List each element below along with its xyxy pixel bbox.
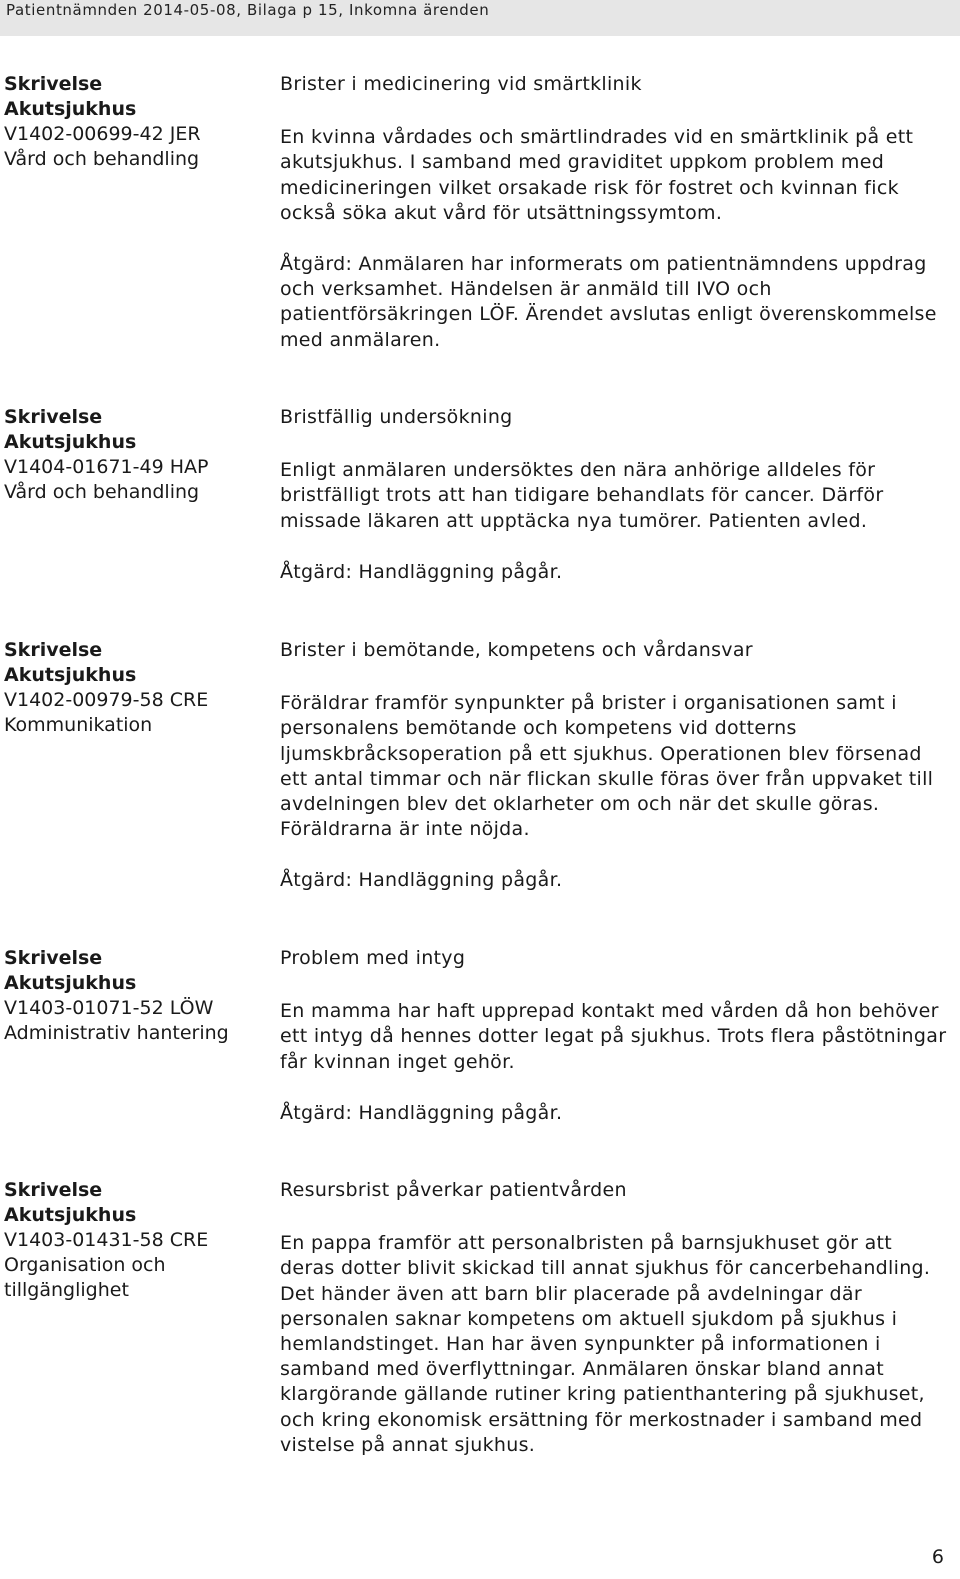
case-title: Bristfällig undersökning (280, 406, 513, 428)
case-description: En mamma har haft upprepad kontakt med vården då hon behöver ett intyg då hennes dotter legat på sjukhus. Trots flera påstötningar får kvinnan inget gehör. (280, 1000, 947, 1073)
case-type: Skrivelse (4, 1179, 103, 1201)
case-meta (4, 405, 269, 505)
case-meta (4, 72, 269, 172)
case-title: Brister i bemötande, kompetens och vårdansvar (280, 639, 753, 661)
case-id: V1403-01431-58 CRE (4, 1229, 209, 1251)
case-unit: Akutsjukhus (4, 1204, 137, 1226)
case-category: Administrativ hantering (4, 1022, 229, 1044)
case-action: Åtgärd: Handläggning pågår. (280, 869, 563, 892)
case-description: En pappa framför att personalbristen på barnsjukhuset gör att deras dotter blivit skickad till annat sjukhus för cancerbehandling. Det händer även att barn blir placerade på avdelningar där personalen saknar kompetens om aktuell sjukdom på sjukhus i hemlandstinget. Han har även synpunkter på informationen i samband med överflyttningar. Anmälaren önskar bland annat klargörande gällande rutiner kring patienthantering på sjukhuset, och kring ekonomisk ersättning för merkostnader i samband med vistelse på annat sjukhus. (280, 1232, 931, 1456)
case-type: Skrivelse (4, 406, 103, 428)
case-category: Organisation och tillgänglighet (4, 1254, 166, 1301)
case-body (280, 405, 950, 585)
case-action: Åtgärd: Handläggning pågår. (280, 560, 563, 583)
case-id: V1402-00699-42 JER (4, 123, 201, 145)
case-unit: Akutsjukhus (4, 98, 137, 120)
case-id: V1404-01671-49 HAP (4, 456, 209, 478)
case-category: Vård och behandling (4, 481, 200, 503)
page-number: 6 (931, 1546, 944, 1568)
case-title: Problem med intyg (280, 947, 466, 969)
case-id: V1402-00979-58 CRE (4, 689, 209, 711)
case-description: Föräldrar framför synpunkter på brister i organisationen samt i personalens bemötande och kompetens vid dotterns ljumskbråcksoperation på ett sjukhus. Operationen blev försenad ett antal timmar och när flickan skulle föras över från uppvaket till avdelningen blev det oklarheter om och när det skulle göras. Föräldrarna är inte nöjda. (280, 692, 934, 841)
page-header-text: Patientnämnden 2014-05-08, Bilaga p 15, Inkomna ärenden (6, 1, 490, 19)
case-description: En kvinna vårdades och smärtlindrades vid en smärtklinik på ett akutsjukhus. I samband med graviditet uppkom problem med medicineringen vilket orsakade risk för fostret och kvinnan fick också söka akut vård för utsättningssymtom. (280, 126, 914, 224)
case-type: Skrivelse (4, 947, 103, 969)
case-meta (4, 638, 269, 738)
case-id: V1403-01071-52 LÖW (4, 997, 214, 1019)
page-header (0, 0, 960, 36)
case-body (280, 72, 950, 353)
case-body (280, 1178, 950, 1458)
case-meta (4, 946, 269, 1046)
case-unit: Akutsjukhus (4, 431, 137, 453)
case-body (280, 638, 950, 894)
case-title: Resursbrist påverkar patientvården (280, 1179, 627, 1201)
case-body (280, 946, 950, 1126)
case-unit: Akutsjukhus (4, 664, 137, 686)
case-category: Kommunikation (4, 714, 153, 736)
case-category: Vård och behandling (4, 148, 200, 170)
case-action: Åtgärd: Anmälaren har informerats om patientnämndens uppdrag och verksamhet. Händelsen är anmäld till IVO och patientförsäkringen LÖF. Ärendet avslutas enligt överenskommelse med anmälaren. (280, 253, 937, 351)
case-meta (4, 1178, 269, 1303)
case-type: Skrivelse (4, 73, 103, 95)
case-title: Brister i medicinering vid smärtklinik (280, 73, 642, 95)
case-action: Åtgärd: Handläggning pågår. (280, 1101, 563, 1124)
case-type: Skrivelse (4, 639, 103, 661)
case-unit: Akutsjukhus (4, 972, 137, 994)
case-description: Enligt anmälaren undersöktes den nära anhörige alldeles för bristfälligt trots att han tidigare behandlats för cancer. Därför missade läkaren att upptäcka nya tumörer. Patienten avled. (280, 459, 884, 532)
